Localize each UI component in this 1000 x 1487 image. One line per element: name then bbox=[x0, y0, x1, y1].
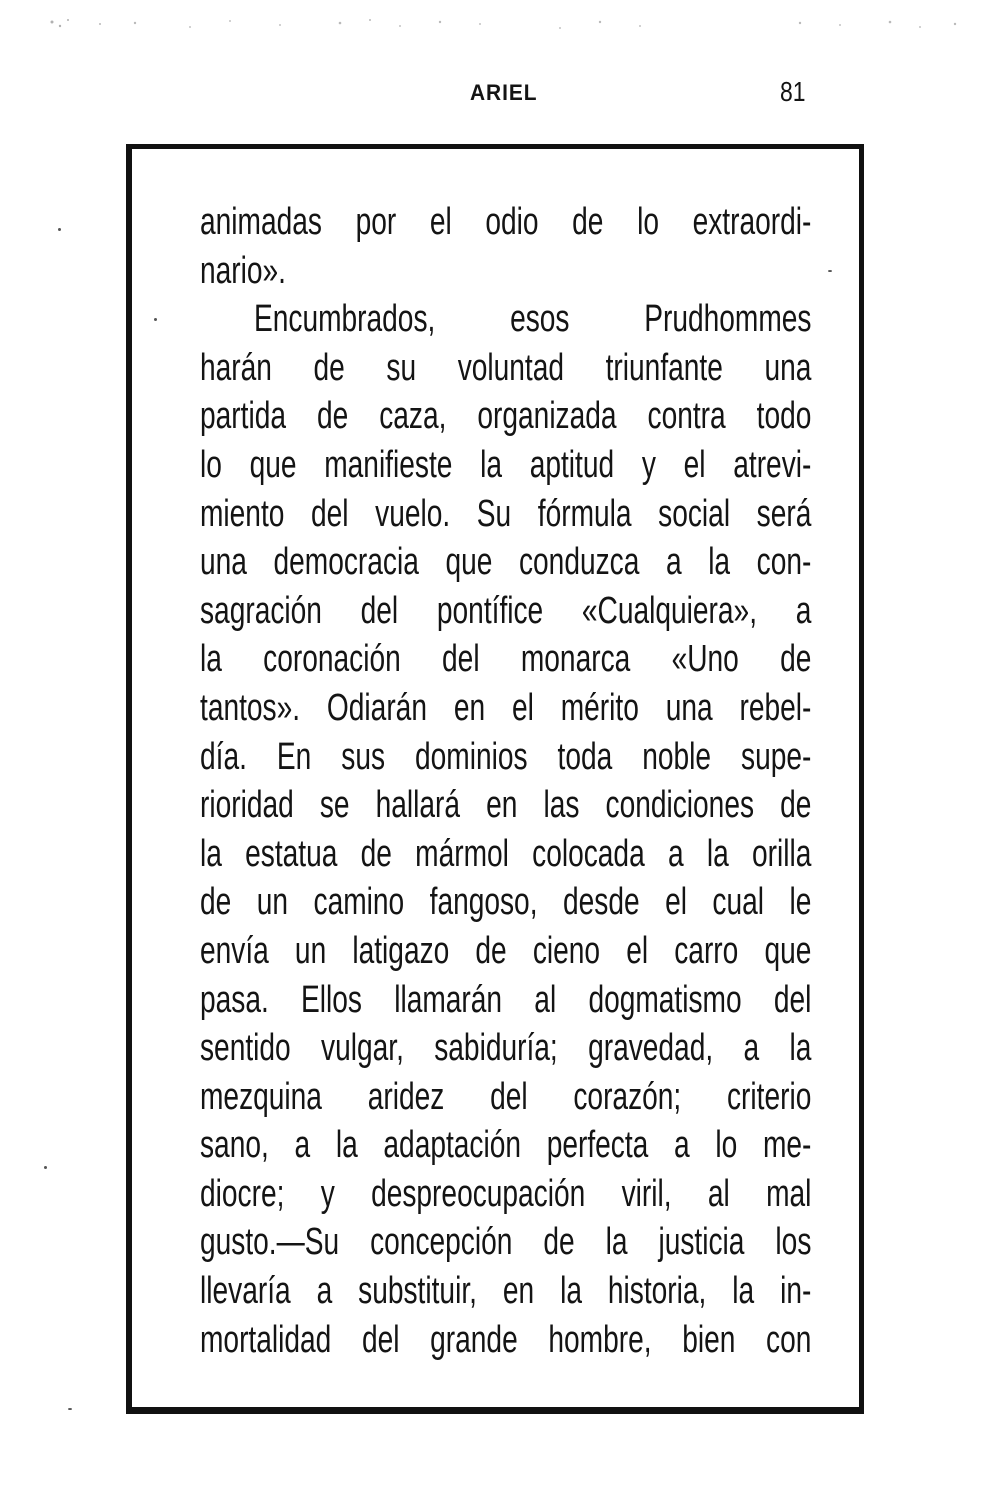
text-line: sagración del pontífice «Cualquiera», a bbox=[200, 589, 812, 632]
text-line: partida de caza, organizada contra todo bbox=[200, 395, 812, 438]
text-line: día. En sus dominios toda noble supe- bbox=[200, 735, 812, 778]
scan-speck bbox=[44, 1166, 47, 1169]
text-line: llevaría a substituir, en la historia, la in- bbox=[200, 1270, 812, 1313]
text-line: de un camino fangoso, desde el cual le bbox=[200, 881, 812, 924]
text-line: la coronación del monarca «Uno de bbox=[200, 638, 812, 681]
text-line: rioridad se hallará en las condiciones de bbox=[200, 784, 812, 827]
text-line: sano, a la adaptación perfecta a lo me- bbox=[200, 1124, 812, 1167]
text-line: la estatua de mármol colocada a la orilla bbox=[200, 832, 812, 875]
text-line: gusto.—Su concepción de la justicia los bbox=[200, 1221, 812, 1264]
text-line: animadas por el odio de lo extraordi- bbox=[200, 201, 812, 243]
text-line: miento del vuelo. Su fórmula social será bbox=[200, 492, 812, 535]
text-line: pasa. Ellos llamarán al dogmatismo del bbox=[200, 978, 812, 1021]
running-title: ARIEL bbox=[470, 80, 538, 105]
text-line: sentido vulgar, sabiduría; gravedad, a la bbox=[200, 1027, 812, 1070]
text-line: Encumbrados, esos Prudhommes bbox=[254, 298, 812, 341]
scan-speck bbox=[154, 318, 157, 321]
text-line: diocre; y despreocupación viril, al mal bbox=[200, 1172, 812, 1215]
text-line: tantos». Odiarán en el mérito una rebel- bbox=[200, 686, 812, 729]
running-head bbox=[0, 76, 1000, 110]
scan-speck bbox=[828, 270, 832, 272]
text-line: envía un latigazo de cieno el carro que bbox=[200, 929, 812, 972]
text-line: harán de su voluntad triunfante una bbox=[200, 346, 812, 389]
scan-noise bbox=[40, 14, 980, 44]
page-number: 81 bbox=[780, 76, 806, 107]
text-line: mortalidad del grande hombre, bien con bbox=[200, 1318, 812, 1361]
body-text bbox=[200, 198, 812, 1364]
text-line: nario». bbox=[200, 249, 286, 292]
scan-speck bbox=[58, 228, 61, 231]
text-line: lo que manifieste la aptitud y el atrevi- bbox=[200, 443, 812, 486]
scan-speck bbox=[68, 1408, 72, 1410]
text-line: mezquina aridez del corazón; criterio bbox=[200, 1075, 812, 1118]
text-line: una democracia que conduzca a la con- bbox=[200, 541, 812, 584]
